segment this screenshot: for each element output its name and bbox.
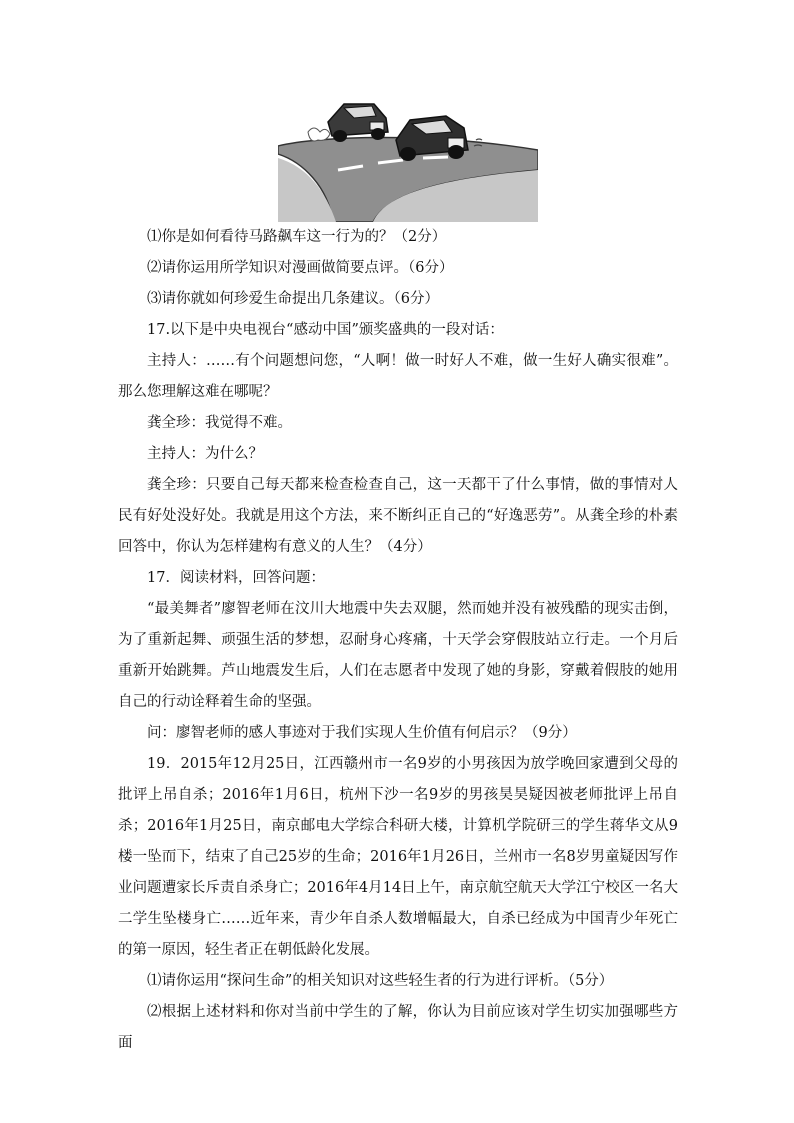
q17a-host-line-2: 主持人：为什么？ [147,446,263,462]
q17a-host-line-1: 主持人：……有个问题想问您，“人啊！做一时好人不难，做一生好人确实很难”。那么您理解这难在哪呢？ [118,353,678,400]
q16-part1: ⑴你是如何看待马路飙车这一行为的？（2分） [147,229,447,245]
q17a-intro: 17.以下是中央电视台“感动中国”颁奖盛典的一段对话： [147,322,504,338]
q19-part2: ⑵根据上述材料和你对当前中学生的了解，你认为目前应该对学生切实加强哪些方面 [118,1004,678,1051]
q17b-intro: 17．阅读材料，回答问题： [147,570,325,586]
q19-material: 19．2015年12月25日，江西赣州市一名9岁的小男孩因为放学晚回家遭到父母的批评上吊自杀；2016年1月6日，杭州下沙一名9岁的男孩昊昊疑因被老师批评上吊自杀；2016年1月25日，南京邮电大学综合科研大楼，计算机学院研三的学生蒋华文从9楼一坠而下，结束了自己25岁的生命；2016年1月26日，兰州市一名8岁男童疑因写作业问题遭家长斥责自杀身亡；2016年4月14日上午，南京航空航天大学江宁校区一名大二学生坠楼身亡……近年来，青少年自杀人数增幅最大，自杀已经成为中国青少年死亡的第一原因，轻生者正在朝低龄化发展。 [118,756,678,958]
q16-part3: ⑶请你就如何珍爱生命提出几条建议。（6分） [147,291,439,307]
q16-part2: ⑵请你运用所学知识对漫画做简要点评。（6分） [147,260,454,276]
racing-cars-illustration-icon [278,92,538,222]
q19-part1: ⑴请你运用“探问生命”的相关知识对这些轻生者的行为进行评析。（5分） [147,973,614,989]
document-text [118,222,678,1059]
cartoon-figure [278,92,538,222]
q17a-gong-line-2: 龚全珍：只要自己每天都来检查检查自己，这一天都干了什么事情，做的事情对人民有好处没好处。我就是用这个方法，来不断纠正自己的“好逸恶劳”。从龚全珍的朴素回答中，你认为怎样建构有意义的人生？（4分） [118,477,678,555]
q17a-gong-line-1: 龚全珍：我觉得不难。 [147,415,292,431]
q17b-material: “最美舞者”廖智老师在汶川大地震中失去双腿，然而她并没有被残酷的现实击倒，为了重新起舞、顽强生活的梦想，忍耐身心疼痛，十天学会穿假肢站立行走。一个月后重新开始跳舞。芦山地震发生后，人们在志愿者中发现了她的身影，穿戴着假肢的她用自己的行动诠释着生命的坚强。 [118,601,678,710]
q17b-question: 问：廖智老师的感人事迹对于我们实现人生价值有何启示？（9分） [147,725,577,741]
